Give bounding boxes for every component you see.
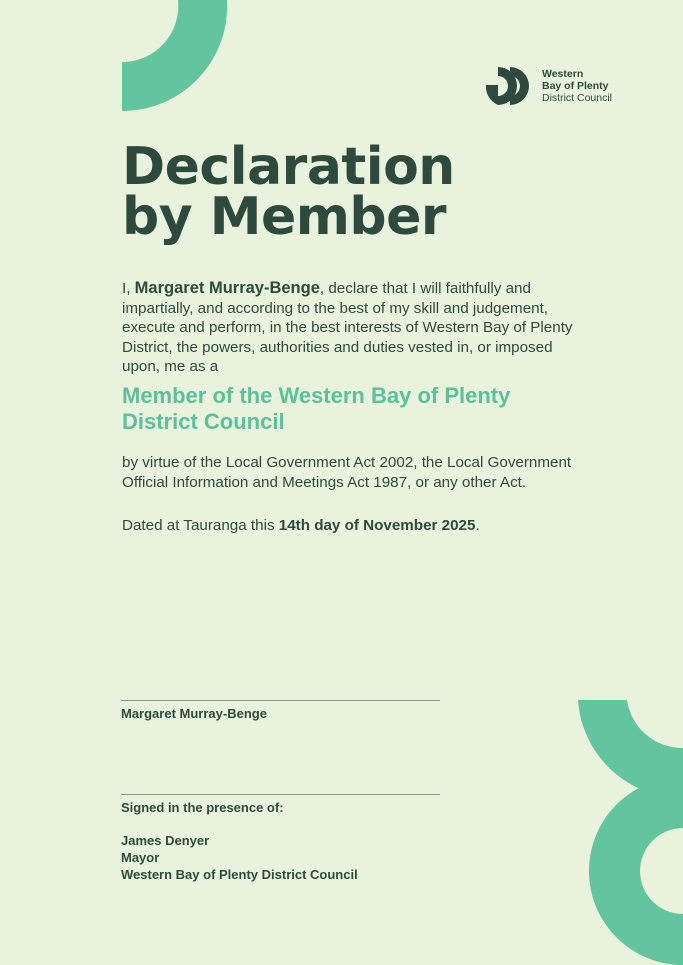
top-arc-decoration — [0, 0, 230, 115]
presence-label: Signed in the presence of: — [121, 800, 284, 815]
title-line-2: by Member — [122, 187, 447, 247]
member-signature-name: Margaret Murray-Benge — [121, 706, 267, 721]
witness-role: Mayor — [121, 850, 160, 865]
bottom-arc-decoration — [578, 700, 683, 965]
logo-line-district-council: District Council — [542, 92, 613, 104]
declaration-paragraph — [122, 279, 592, 377]
act-paragraph: by virtue of the Local Government Act 2002, the Local Government Official Information and Meetings Act 1987, or any other Act. — [122, 454, 572, 491]
dated-line — [122, 516, 592, 536]
witness-organisation: Western Bay of Plenty District Council — [121, 867, 358, 882]
logo-line-western: Western — [542, 68, 584, 80]
page-title — [122, 137, 455, 247]
council-chevrons-logo-icon — [486, 66, 536, 106]
declaration-prefix: I, — [122, 280, 135, 297]
council-logo — [486, 66, 612, 106]
title-line-1: Declaration — [122, 137, 455, 197]
role-heading: Member of the Western Bay of Plenty District Council — [122, 383, 511, 434]
logo-line-bay-of-plenty: Bay of Plenty — [542, 80, 609, 92]
witness-name: James Denyer — [121, 833, 210, 848]
witness-signature-line — [121, 794, 440, 795]
dated-suffix: . — [475, 517, 480, 534]
dated-date: 14th day of November 2025 — [278, 517, 476, 534]
member-name: Margaret Murray-Benge — [134, 279, 320, 297]
dated-prefix: Dated at Tauranga this — [122, 517, 279, 534]
member-signature-line — [121, 700, 440, 701]
declaration-text: , declare that I will faithfully and impartially, and according to the best of my skill and judgement, execute and perform, in the best interests of Western Bay of Plenty District, the powers, authorities and duties vested in, or imposed upon, me as a — [122, 280, 573, 375]
